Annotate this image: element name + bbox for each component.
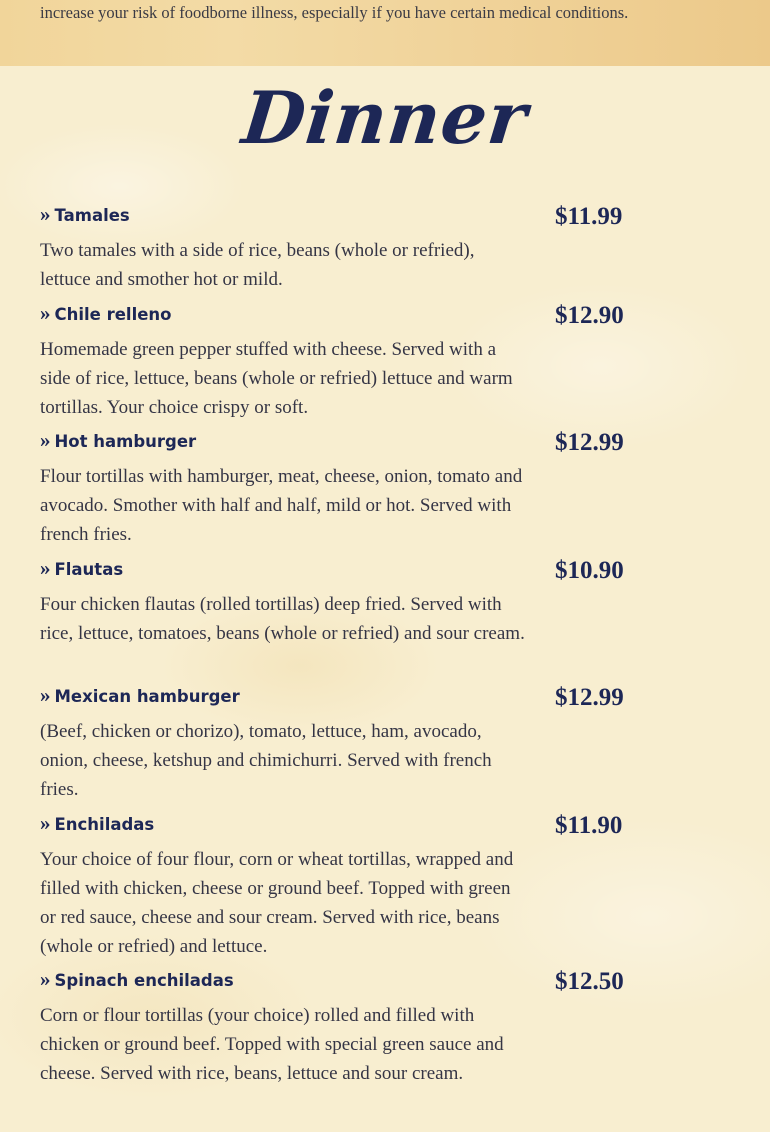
menu-item-price: $12.90	[555, 302, 624, 329]
menu-item-name-text: Tamales	[54, 206, 130, 225]
menu-item-name-text: Enchiladas	[54, 815, 155, 834]
chevron-right-icon: »	[40, 301, 51, 325]
chevron-right-icon: »	[40, 556, 51, 580]
chevron-right-icon: »	[40, 967, 51, 991]
menu-item-name	[40, 967, 234, 993]
menu-item-description: Corn or flour tortillas (your choice) rolled and filled with chicken or ground beef. Topped with special green sauce and cheese. Served with rice, beans, lettuce and sour cream.	[40, 1005, 504, 1084]
menu-item-price: $12.50	[555, 968, 624, 995]
menu-item-name-text: Spinach enchiladas	[54, 971, 234, 990]
menu-item-description: Your choice of four flour, corn or wheat tortillas, wrapped and filled with chicken, cheese or ground beef. Topped with green or red sauce, cheese and sour cream. Served with rice, beans (whole or refried) and lettuce.	[40, 849, 514, 957]
menu-item-name-text: Chile relleno	[54, 305, 172, 324]
chevron-right-icon: »	[40, 202, 51, 226]
foodborne-illness-notice: increase your risk of foodborne illness, especially if you have certain medical conditions.	[40, 3, 629, 22]
menu-item-description: (Beef, chicken or chorizo), tomato, lettuce, ham, avocado, onion, cheese, ketshup and chimichurri. Served with french fries.	[40, 721, 492, 800]
chevron-right-icon: »	[40, 428, 51, 452]
menu-item-price: $12.99	[555, 429, 624, 456]
menu-item-description: Four chicken flautas (rolled tortillas) deep fried. Served with rice, lettuce, tomatoes, beans (whole or refried) and sour cream.	[40, 594, 525, 644]
chevron-right-icon: »	[40, 683, 51, 707]
menu-item-description: Flour tortillas with hamburger, meat, cheese, onion, tomato and avocado. Smother with half and half, mild or hot. Served with french fries.	[40, 466, 523, 545]
menu-item-description: Two tamales with a side of rice, beans (whole or refried), lettuce and smother hot or mild.	[40, 240, 475, 290]
menu-item-name	[40, 301, 172, 327]
menu-item-description: Homemade green pepper stuffed with cheese. Served with a side of rice, lettuce, beans (whole or refried) lettuce and warm tortillas. Your choice crispy or soft.	[40, 339, 513, 418]
menu-item-name	[40, 683, 240, 709]
menu-item-price: $11.99	[555, 203, 623, 230]
menu-item-name	[40, 202, 130, 228]
chevron-right-icon: »	[40, 811, 51, 835]
menu-item-price: $12.99	[555, 684, 624, 711]
menu-item-name	[40, 556, 123, 582]
menu-item-name-text: Mexican hamburger	[54, 687, 240, 706]
top-band	[0, 0, 770, 66]
menu-item-name	[40, 428, 196, 454]
section-title: Dinner	[238, 75, 532, 160]
menu-item-name	[40, 811, 154, 837]
menu-item-price: $11.90	[555, 812, 623, 839]
menu-item-price: $10.90	[555, 557, 624, 584]
menu-item-name-text: Flautas	[54, 560, 124, 579]
menu-item-name-text: Hot hamburger	[54, 432, 197, 451]
